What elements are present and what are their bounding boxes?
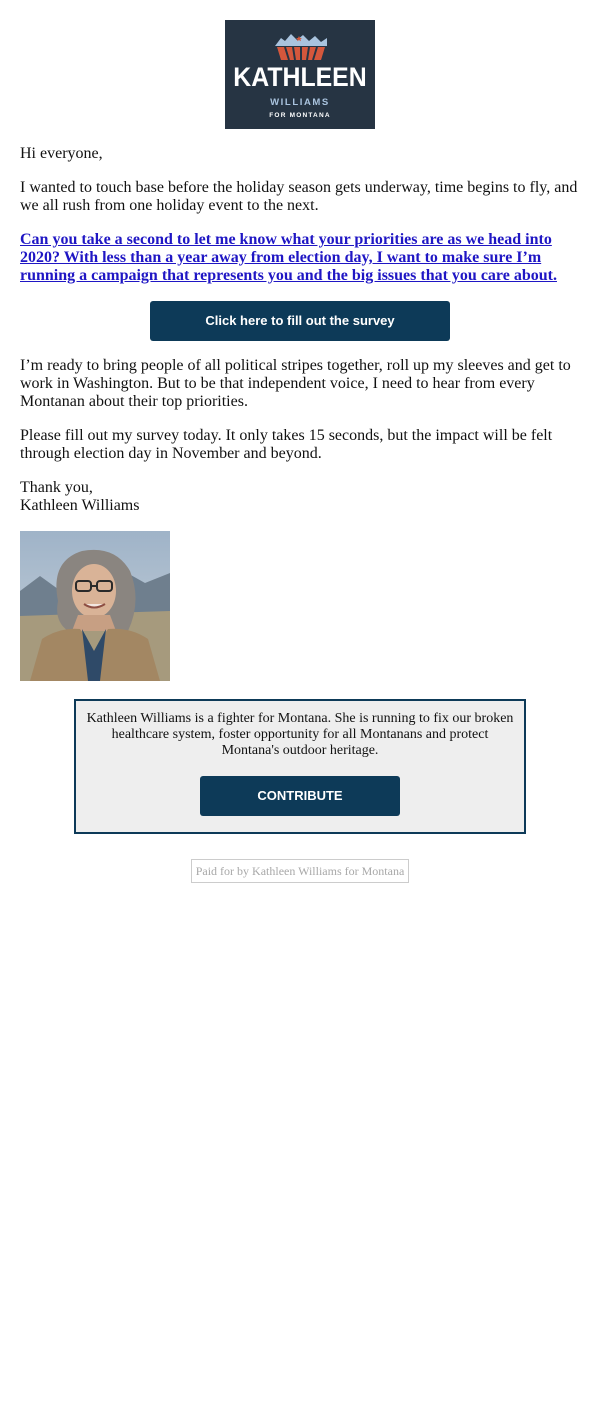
signoff-block: [20, 479, 580, 515]
survey-button-row: [20, 301, 580, 341]
signature: Kathleen Williams: [20, 497, 140, 514]
logo-name: KATHLEEN: [233, 62, 367, 92]
contribute-box: [74, 699, 526, 834]
priorities-paragraph: I’m ready to bring people of all political stripes together, roll up my sleeves and get to work in Washington. But to be that independent voice, I need to hear from every Montanan about their top priorities.: [20, 357, 571, 410]
paid-for-row: [20, 859, 580, 883]
logo-tagline: FOR MONTANA: [269, 112, 331, 119]
signoff: Thank you,: [20, 479, 93, 496]
greeting: Hi everyone,: [20, 145, 103, 162]
mountain-logo-icon: [275, 32, 327, 62]
survey-link-paragraph: [20, 231, 580, 285]
email-body: [20, 20, 580, 883]
survey-button[interactable]: Click here to fill out the survey: [150, 301, 450, 341]
logo-surname: WILLIAMS: [270, 97, 330, 108]
paid-for-disclaimer: Paid for by Kathleen Williams for Montana: [191, 859, 410, 883]
survey-link[interactable]: Can you take a second to let me know what your priorities are as we head into 2020? With less than a year away from election day, I want to make sure I’m running a campaign that represents you and the big issues that you care about.: [20, 231, 557, 284]
candidate-photo: [20, 531, 170, 681]
campaign-logo: [225, 20, 375, 129]
intro-paragraph: I wanted to touch base before the holiday season gets underway, time begins to fly, and we all rush from one holiday event to the next.: [20, 179, 578, 214]
candidate-blurb: Kathleen Williams is a fighter for Montana. She is running to fix our broken healthcare system, foster opportunity for all Montanans and protect Montana's outdoor heritage.: [86, 711, 514, 758]
survey-call-paragraph: Please fill out my survey today. It only takes 15 seconds, but the impact will be felt through election day in November and beyond.: [20, 427, 553, 462]
contribute-button[interactable]: CONTRIBUTE: [200, 776, 400, 816]
